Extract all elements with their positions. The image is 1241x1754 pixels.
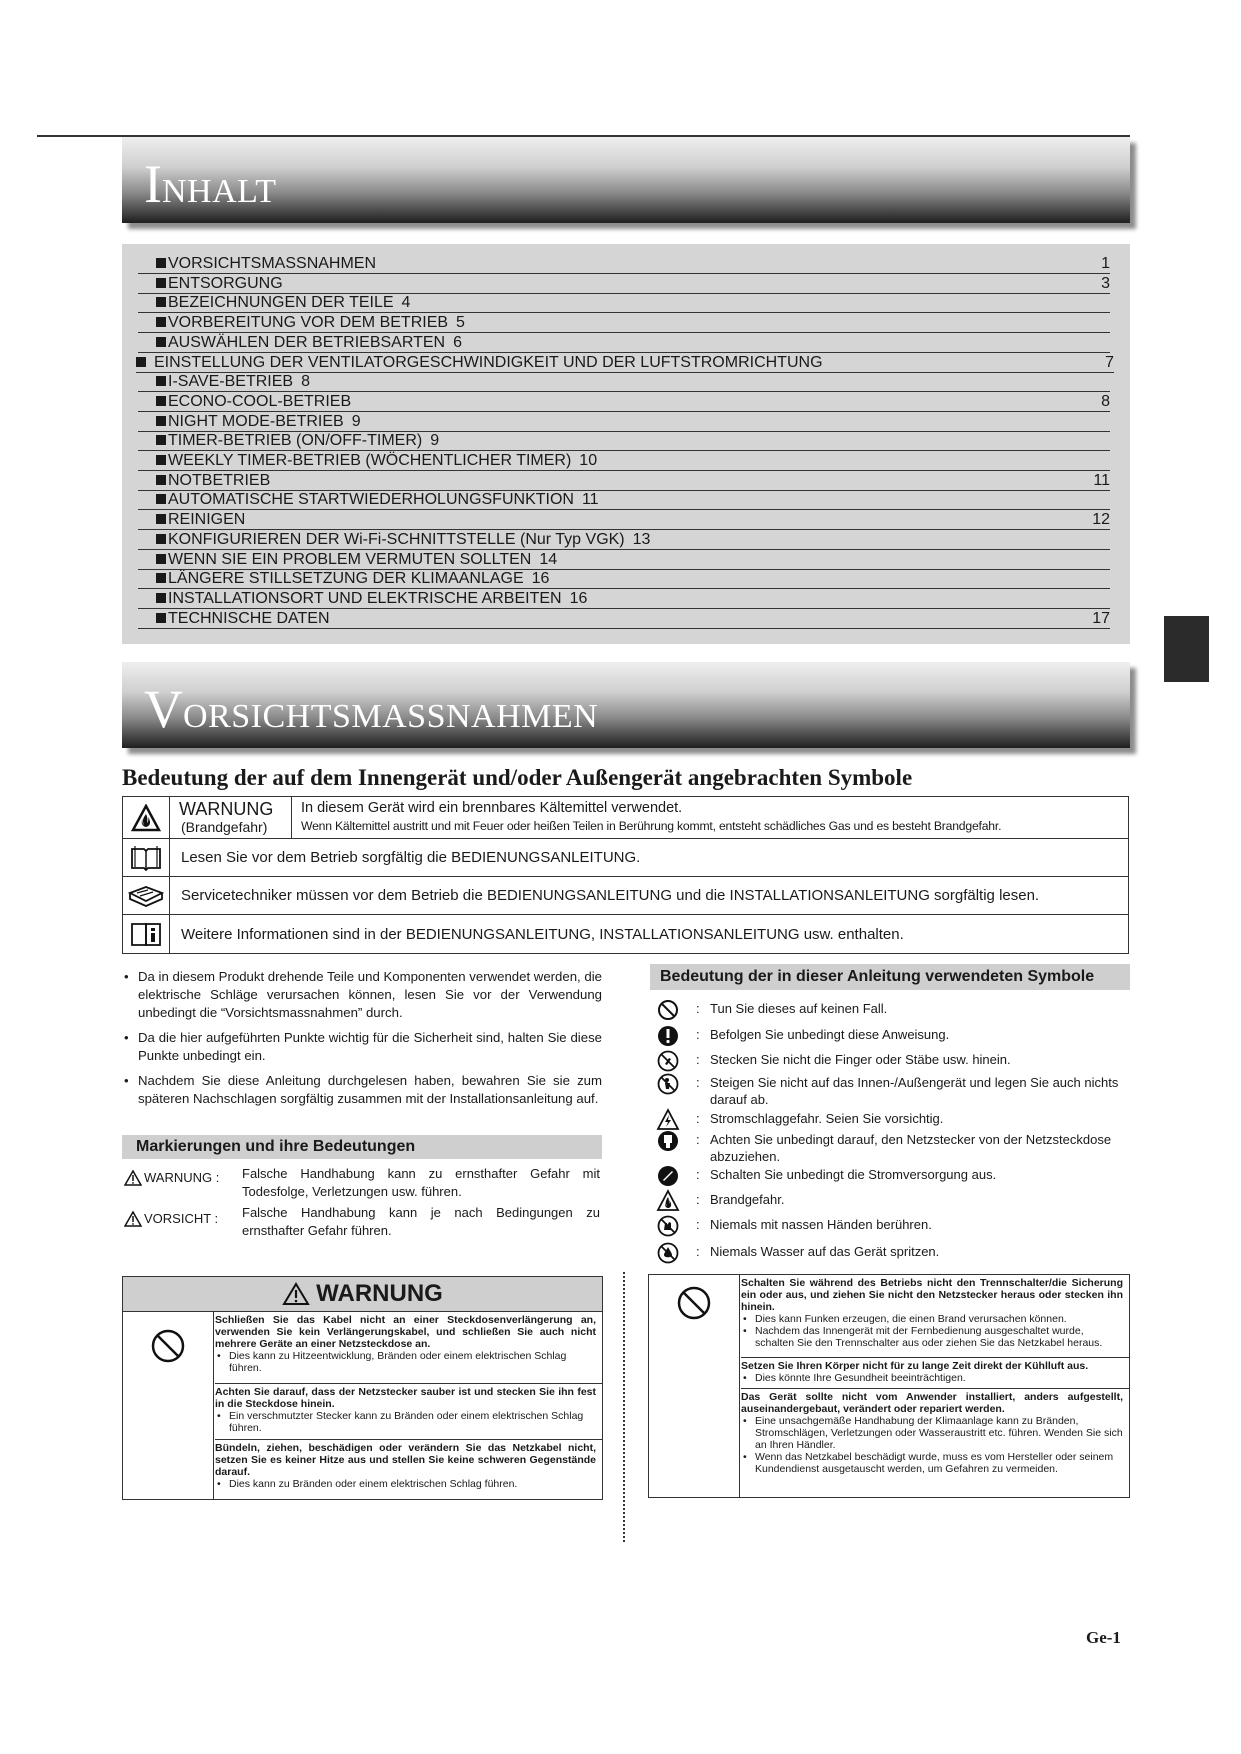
- symbol-info-text: Weitere Informationen sind in der BEDIENUNGSANLEITUNG, INSTALLATIONSANLEITUNG usw. enthalten.: [181, 925, 904, 943]
- square-bullet-icon: [136, 357, 146, 367]
- toc-item-label: AUSWÄHLEN DER BETRIEBSARTEN 6: [156, 333, 462, 352]
- warning-label: WARNUNG: [179, 799, 274, 819]
- warning-item: [741, 1389, 1129, 1496]
- guide-item-text: Niemals Wasser auf das Gerät spritzen.: [710, 1244, 940, 1259]
- marking-warning-text: Falsche Handhabung kann zu ernsthafter Gefahr mit Todesfolge, Verletzungen usw. führen.: [242, 1166, 600, 1199]
- marking-warning-label: WARNUNG :: [124, 1169, 219, 1187]
- page-number: Ge-1: [1086, 1628, 1121, 1647]
- marking-caution-text: Falsche Handhabung kann je nach Bedingungen zu ernsthafter Gefahr führen.: [242, 1205, 600, 1238]
- toc-item[interactable]: [138, 392, 1110, 412]
- toc-item-page: 11: [581, 491, 599, 509]
- warning-right-cells: [649, 1275, 1129, 1497]
- square-bullet-icon: [156, 514, 166, 524]
- fire-hazard-icon: [656, 1189, 680, 1213]
- warning-item: [215, 1384, 602, 1440]
- toc-item-label: I-SAVE-BETRIEB 8: [156, 372, 310, 391]
- symbol-service-text: Servicetechniker müssen vor dem Betrieb die BEDIENUNGSANLEITUNG und die INSTALLATIONSANLEITUNG sorgfältig lesen.: [181, 887, 1040, 904]
- square-bullet-icon: [156, 376, 166, 386]
- toc-item[interactable]: [138, 569, 1110, 589]
- no-water-spray-icon: [656, 1241, 680, 1265]
- toc-item[interactable]: [136, 353, 1114, 373]
- toc-item-label: REINIGEN: [156, 510, 245, 529]
- toc-item-page: 11: [1093, 471, 1110, 489]
- toc-item-label: VORBEREITUNG VOR DEM BETRIEB 5: [156, 313, 465, 332]
- warning-triangle-icon: [124, 1170, 142, 1186]
- toc-item-page: 13: [632, 530, 651, 548]
- colon: :: [696, 1192, 700, 1207]
- toc-item[interactable]: [138, 412, 1110, 432]
- toc-item-page: 4: [401, 294, 411, 312]
- warning-item-note: • Eine unsachgemäße Handhabung der Klimaanlage kann zu Bränden, Stromschlägen, Verletzungen oder Wasseraustritt etc. führen. Wenden Sie sich an Ihren Händler.: [741, 1415, 1123, 1451]
- marking-caution: [124, 1204, 604, 1244]
- toc-item-label: WENN SIE EIN PROBLEM VERMUTEN SOLLTEN 14: [156, 550, 557, 569]
- toc-item-page: 9: [430, 432, 440, 450]
- warning-left-cells: [123, 1312, 602, 1499]
- toc-item-label: NIGHT MODE-BETRIEB 9: [156, 412, 361, 431]
- toc-item[interactable]: [138, 333, 1110, 353]
- toc-item[interactable]: [138, 550, 1110, 570]
- intro-bullet: • Da die hier aufgeführten Punkte wichtig für die Sicherheit sind, halten Sie diese Punkte unbedingt ein.: [122, 1029, 602, 1065]
- toc-item-label: EINSTELLUNG DER VENTILATORGESCHWINDIGKEIT UND DER LUFTSTROMRICHTUNG: [136, 353, 823, 372]
- toc-item-page: 6: [453, 333, 462, 351]
- warning-item-note: • Dies kann Funken erzeugen, die einen Brand verursachen können.: [741, 1313, 1123, 1325]
- toc-item[interactable]: [138, 451, 1110, 471]
- square-bullet-icon: [156, 613, 166, 623]
- toc-item[interactable]: [138, 293, 1110, 313]
- square-bullet-icon: [156, 297, 166, 307]
- toc-item[interactable]: [138, 313, 1110, 333]
- caution-triangle-icon: [124, 1211, 142, 1227]
- toc-item-page: 7: [1105, 353, 1114, 371]
- warning-box-title: WARNUNG: [123, 1277, 602, 1312]
- warning-item-heading: Schalten Sie während des Betriebs nicht den Trennschalter/die Sicherung ein oder aus, und ziehen Sie nicht den Netzstecker heraus oder stecken ihn hinein.: [741, 1277, 1123, 1313]
- warning-item-note: • Nachdem das Innengerät mit der Fernbedienung ausgeschaltet wurde, schalten Sie den Trennschalter aus oder ziehen Sie das Netzkabel heraus.: [741, 1325, 1123, 1349]
- warning-line2: Wenn Kältemittel austritt und mit Feuer oder heißen Teilen in Berührung kommt, entsteht schädliches Gas und es besteht Brandgefahr.: [301, 819, 1002, 833]
- warning-item: [215, 1440, 602, 1503]
- guide-item-text: Befolgen Sie unbedingt diese Anweisung.: [710, 1027, 950, 1042]
- no-climbing-icon: [656, 1072, 680, 1096]
- square-bullet-icon: [156, 278, 166, 288]
- prohibit-icon: [656, 998, 680, 1022]
- square-bullet-icon: [156, 435, 166, 445]
- colon: :: [696, 1167, 700, 1182]
- colon: :: [696, 1052, 700, 1067]
- toc-item-label: WEEKLY TIMER-BETRIEB (WÖCHENTLICHER TIMER) 10: [156, 451, 597, 470]
- warning-line1: In diesem Gerät wird ein brennbares Kältemittel verwendet.: [301, 800, 683, 816]
- guide-item-text: Achten Sie unbedingt darauf, den Netzstecker von der Netzsteckdose abzuziehen.: [710, 1132, 1112, 1164]
- symbol-row-read: [123, 839, 1128, 877]
- toc-item-page: 1: [1101, 255, 1110, 272]
- symbol-row-info: [123, 915, 1128, 953]
- toc-item-page: 3: [1101, 274, 1110, 292]
- toc-item[interactable]: [138, 431, 1110, 451]
- toc-item-page: 12: [1092, 511, 1110, 529]
- warning-item-note: • Wenn das Netzkabel beschädigt wurde, muss es vom Hersteller oder seinem Kundendienst ausgetauscht werden, um Gefahren zu vermeiden.: [741, 1451, 1123, 1475]
- warning-item: [215, 1312, 602, 1384]
- toc-item[interactable]: [138, 372, 1110, 392]
- symbol-row-warning: [123, 797, 1128, 839]
- colon: :: [696, 1027, 700, 1042]
- chapter-tab: [1164, 616, 1209, 682]
- square-bullet-icon: [156, 494, 166, 504]
- unplug-icon: [656, 1129, 680, 1153]
- warning-item: [741, 1275, 1129, 1358]
- toc-item[interactable]: [138, 254, 1110, 274]
- toc-item[interactable]: [138, 490, 1110, 510]
- warning-item-heading: Schließen Sie das Kabel nicht an einer Steckdosenverlängerung an, verwenden Sie kein Verlängerungskabel, und schließen Sie auch nicht mehrere Geräte an einer Netzsteckdose an.: [215, 1314, 596, 1350]
- square-bullet-icon: [156, 554, 166, 564]
- warning-label-cell: [171, 797, 292, 838]
- toc-title: INHALT: [144, 154, 277, 214]
- warning-box-right: [648, 1274, 1130, 1498]
- toc-item-page: 8: [301, 373, 310, 391]
- warning-item-heading: Achten Sie darauf, dass der Netzstecker sauber ist und stecken Sie ihn fest in die Steckdose hinein.: [215, 1386, 596, 1410]
- warning-item: [741, 1358, 1129, 1389]
- guide-heading: Bedeutung der in dieser Anleitung verwendeten Symbole: [650, 964, 1130, 990]
- colon: :: [696, 1132, 700, 1147]
- guide-item-text: Stecken Sie nicht die Finger oder Stäbe usw. hinein.: [710, 1052, 1011, 1067]
- no-wet-hands-icon: [656, 1214, 680, 1238]
- toc-item[interactable]: [138, 510, 1110, 530]
- intro-bullet: • Da in diesem Produkt drehende Teile und Komponenten verwendet werden, die elektrische Schläge verursachen können, lesen Sie vor der Verwendung unbedingt die “Vorsichtsmassnahmen” durch.: [122, 968, 602, 1022]
- guide-item-text: Schalten Sie unbedingt die Stromversorgung aus.: [710, 1167, 997, 1182]
- square-bullet-icon: [156, 416, 166, 426]
- colon: :: [696, 1111, 700, 1126]
- square-bullet-icon: [156, 534, 166, 544]
- square-bullet-icon: [156, 317, 166, 327]
- toc-item-label: AUTOMATISCHE STARTWIEDERHOLUNGSFUNKTION 11: [156, 490, 599, 509]
- square-bullet-icon: [156, 337, 166, 347]
- square-bullet-icon: [156, 475, 166, 485]
- square-bullet-icon: [156, 593, 166, 603]
- guide-item-text: Steigen Sie nicht auf das Innen-/Außengerät und legen Sie auch nichts darauf ab.: [710, 1075, 1119, 1107]
- mandatory-icon: [656, 1024, 680, 1048]
- toc-item-page: 14: [539, 550, 558, 568]
- power-off-icon: [656, 1164, 680, 1188]
- toc-item-page: 9: [351, 412, 361, 430]
- precautions-header: [122, 662, 1130, 748]
- toc-header: [122, 137, 1130, 223]
- service-manual-icon: [123, 877, 170, 914]
- toc-item-label: ENTSORGUNG: [156, 274, 283, 293]
- column-divider: [623, 1272, 625, 1542]
- toc-item-page: 17: [1092, 609, 1110, 627]
- guide-item-text: Niemals mit nassen Händen berühren.: [710, 1217, 932, 1232]
- colon: :: [696, 1217, 700, 1232]
- toc-item-label: NOTBETRIEB: [156, 471, 270, 490]
- toc-item-label: BEZEICHNUNGEN DER TEILE 4: [156, 293, 410, 312]
- symbol-read-text: Lesen Sie vor dem Betrieb sorgfältig die BEDIENUNGSANLEITUNG.: [181, 849, 641, 866]
- symbols-heading: Bedeutung der auf dem Innengerät und/oder Außengerät angebrachten Symbole: [122, 765, 913, 790]
- guide-item-text: Stromschlaggefahr. Seien Sie vorsichtig.: [710, 1111, 944, 1126]
- toc-item-label: KONFIGURIEREN DER Wi-Fi-SCHNITTSTELLE (Nur Typ VGK) 13: [156, 530, 650, 549]
- square-bullet-icon: [156, 396, 166, 406]
- toc-item-label: VORSICHTSMASSNAHMEN: [156, 254, 376, 273]
- markings-heading: Markierungen und ihre Bedeutungen: [122, 1135, 602, 1159]
- toc-item-page: 8: [1101, 392, 1110, 410]
- guide-item-text: Brandgefahr.: [710, 1192, 785, 1207]
- toc-item[interactable]: [138, 471, 1110, 491]
- colon: :: [696, 1244, 700, 1259]
- toc-item-label: TIMER-BETRIEB (ON/OFF-TIMER) 9: [156, 431, 439, 450]
- toc-item-label: TECHNISCHE DATEN: [156, 609, 330, 628]
- fire-warning-icon: [123, 797, 170, 838]
- info-book-icon: [123, 915, 170, 953]
- square-bullet-icon: [156, 258, 166, 268]
- intro-bullets: [122, 968, 602, 1115]
- toc-item-page: 16: [569, 589, 588, 607]
- square-bullet-icon: [156, 455, 166, 465]
- toc-item-page: 16: [531, 570, 550, 588]
- toc-item[interactable]: [138, 589, 1110, 609]
- toc-item-page: 10: [579, 452, 598, 469]
- intro-bullet: • Nachdem Sie diese Anleitung durchgelesen haben, bewahren Sie sie zum späteren Nachschlagen sorgfältig zusammen mit der Installationsanleitung auf.: [122, 1072, 602, 1108]
- warning-item-heading: Setzen Sie Ihren Körper nicht für zu lange Zeit direkt der Kühlluft aus.: [741, 1360, 1089, 1372]
- square-bullet-icon: [156, 573, 166, 583]
- marking-caution-label: VORSICHT :: [124, 1210, 218, 1228]
- warning-item-note: • Dies kann zu Hitzeentwicklung, Bränden oder einem elektrischen Schlag führen.: [215, 1350, 596, 1374]
- colon: :: [696, 1001, 700, 1016]
- warning-item-heading: Das Gerät sollte nicht vom Anwender installiert, anders aufgestellt, auseinandergebaut, verändert oder repariert werden.: [741, 1391, 1123, 1415]
- toc-item[interactable]: [138, 530, 1110, 550]
- marking-warning: [124, 1165, 604, 1205]
- toc-item-label: ECONO-COOL-BETRIEB: [156, 392, 351, 411]
- warning-box-left: [122, 1276, 603, 1500]
- colon: :: [696, 1075, 700, 1090]
- precautions-title: VORSICHTSMASSNAHMEN: [144, 679, 599, 739]
- warning-item-heading: Bündeln, ziehen, beschädigen oder verändern Sie das Netzkabel nicht, setzen Sie es keiner Hitze aus und stellen Sie keine schweren Gegenstände darauf.: [215, 1442, 596, 1478]
- toc-item-label: INSTALLATIONSORT UND ELEKTRISCHE ARBEITEN 16: [156, 589, 587, 608]
- table-of-contents: [122, 244, 1130, 644]
- toc-item-label: LÄNGERE STILLSETZUNG DER KLIMAANLAGE 16: [156, 569, 549, 588]
- warning-item-note: • Dies kann zu Bränden oder einem elektrischen Schlag führen.: [215, 1478, 596, 1490]
- guide-item-text: Tun Sie dieses auf keinen Fall.: [710, 1001, 888, 1016]
- toc-item[interactable]: [138, 609, 1110, 629]
- warning-triangle-icon: [282, 1282, 310, 1306]
- toc-item-page: 5: [456, 314, 465, 332]
- warning-item-note: • Ein verschmutzter Stecker kann zu Bränden oder einem elektrischen Schlag führen.: [215, 1410, 596, 1434]
- book-icon: [123, 839, 170, 876]
- warning-item-note: • Dies könnte Ihre Gesundheit beeinträchtigen.: [741, 1372, 1123, 1384]
- warning-sub: (Brandgefahr): [181, 819, 268, 835]
- toc-item[interactable]: [138, 274, 1110, 294]
- symbols-table: [122, 796, 1129, 954]
- symbol-row-service: [123, 877, 1128, 915]
- no-fingers-icon: [656, 1049, 680, 1073]
